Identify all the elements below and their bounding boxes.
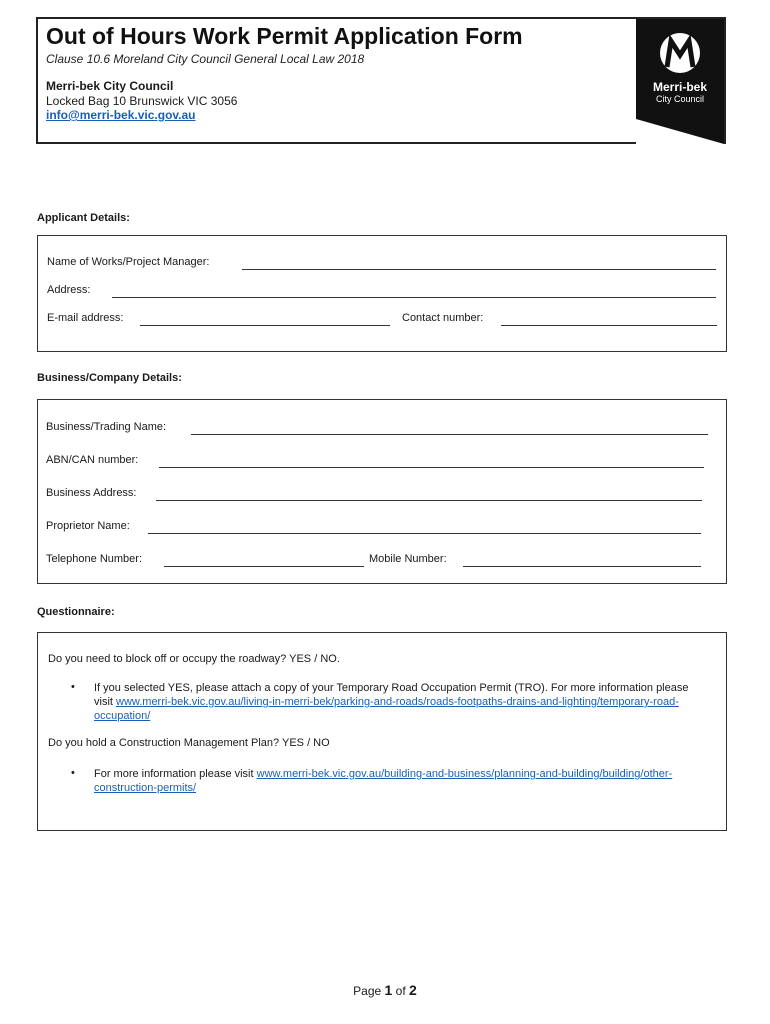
telephone-field[interactable] xyxy=(164,566,364,567)
council-logo xyxy=(636,19,724,144)
contact-label: Contact number: xyxy=(402,312,484,324)
manager-label: Name of Works/Project Manager: xyxy=(47,256,210,268)
mobile-field[interactable] xyxy=(463,566,701,567)
contact-field[interactable] xyxy=(501,325,717,326)
business-section-title: Business/Company Details: xyxy=(37,372,182,384)
telephone-label: Telephone Number: xyxy=(46,553,143,565)
question-roadway: Do you need to block off or occupy the roadway? YES / NO. xyxy=(48,653,340,665)
page-title: Out of Hours Work Permit Application Form xyxy=(46,23,523,49)
business-address-field[interactable] xyxy=(156,500,702,501)
abn-field[interactable] xyxy=(159,467,704,468)
roadway-info xyxy=(94,681,704,723)
questionnaire-section-title: Questionnaire: xyxy=(37,606,115,618)
page-word: Page xyxy=(353,984,382,998)
abn-label: ABN/CAN number: xyxy=(46,454,139,466)
manager-field[interactable] xyxy=(242,269,716,270)
address-label: Address: xyxy=(47,284,91,296)
page-total: 2 xyxy=(409,982,417,998)
question-cmp: Do you hold a Construction Management Plan? YES / NO xyxy=(48,737,330,749)
trading-name-field[interactable] xyxy=(191,434,708,435)
logo-subtitle: City Council xyxy=(655,94,704,104)
cmp-info-text: For more information please visit xyxy=(94,768,257,780)
construction-permits-link[interactable]: www.merri-bek.vic.gov.au/building-and-business/planning-and-building/building/other-construction-permits/ xyxy=(94,768,673,794)
bullet-1: • xyxy=(71,681,75,693)
bullet-2: • xyxy=(71,767,75,779)
page-number: 1 xyxy=(384,982,393,998)
org-address: Locked Bag 10 Brunswick VIC 3056 xyxy=(46,94,238,108)
proprietor-field[interactable] xyxy=(148,533,701,534)
subtitle: Clause 10.6 Moreland City Council General Local Law 2018 xyxy=(46,52,365,66)
email-label: E-mail address: xyxy=(47,312,124,324)
proprietor-label: Proprietor Name: xyxy=(46,520,130,532)
header-box xyxy=(36,17,726,144)
page-footer xyxy=(0,982,770,998)
email-field[interactable] xyxy=(140,325,390,326)
address-field[interactable] xyxy=(112,297,716,298)
cmp-info xyxy=(94,767,704,795)
tro-link[interactable]: www.merri-bek.vic.gov.au/living-in-merri-bek/parking-and-roads/roads-footpaths-drains-and-lighting/temporary-road-occupation/ xyxy=(94,696,679,722)
applicant-section-title: Applicant Details: xyxy=(37,212,130,224)
roadway-info-text: If you selected YES, please attach a copy of your Temporary Road Occupation Permit (TRO). For more information please visit xyxy=(94,682,689,708)
business-details-box xyxy=(37,399,727,584)
applicant-details-box xyxy=(37,235,727,352)
questionnaire-box xyxy=(37,632,727,831)
org-email-link[interactable]: info@merri-bek.vic.gov.au xyxy=(46,108,196,122)
trading-name-label: Business/Trading Name: xyxy=(46,421,167,433)
of-word: of xyxy=(395,984,406,998)
logo-name: Merri-bek xyxy=(652,80,708,94)
mobile-label: Mobile Number: xyxy=(369,553,447,565)
business-address-label: Business Address: xyxy=(46,487,137,499)
org-name: Merri-bek City Council xyxy=(46,79,174,93)
